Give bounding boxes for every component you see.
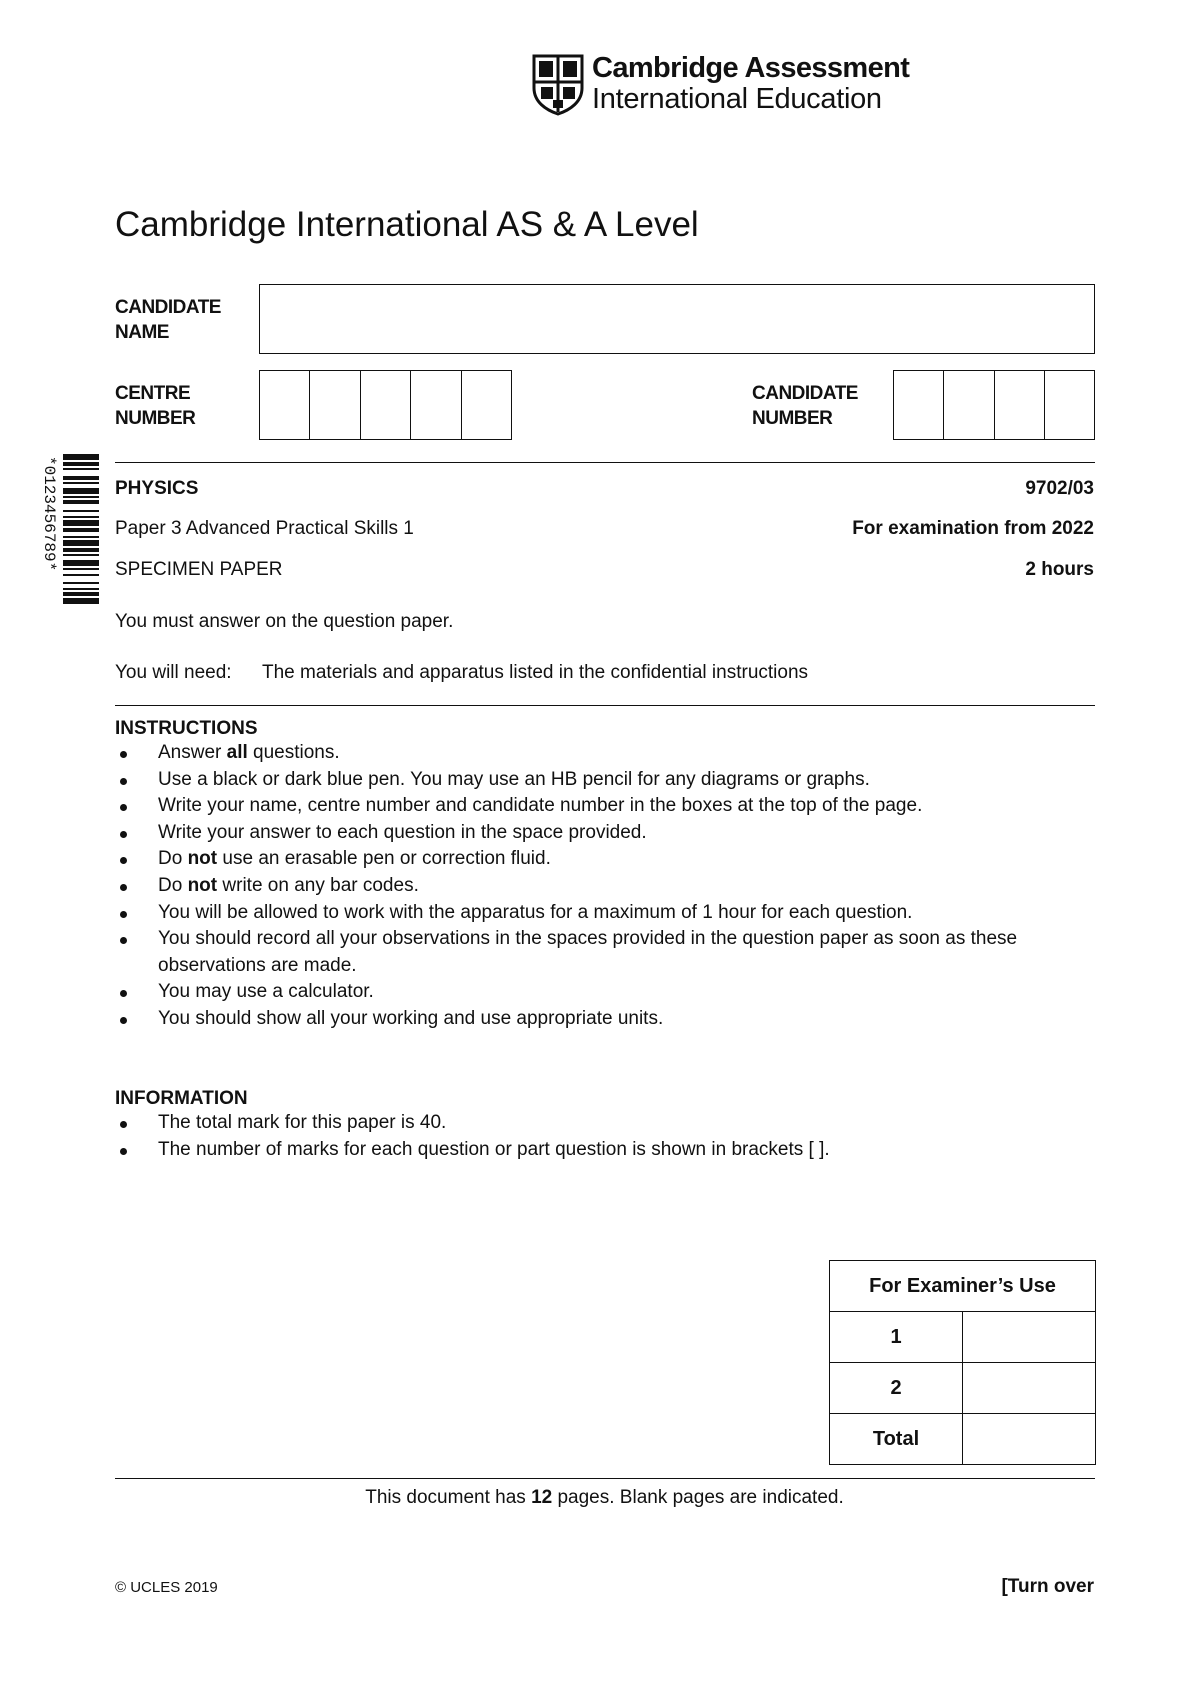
copyright: © UCLES 2019	[115, 1579, 218, 1596]
digit-box[interactable]	[1045, 371, 1094, 439]
list-item: Do not write on any bar codes.	[115, 873, 1100, 900]
barcode-digits: *0123456789*	[40, 456, 58, 572]
paper-code: 9702/03	[1025, 478, 1094, 499]
list-item: You will be allowed to work with the apparatus for a maximum of 1 hour for each question.	[115, 900, 1100, 927]
barcode-bar	[63, 468, 99, 470]
barcode-bar	[63, 496, 99, 498]
instructions-heading: INSTRUCTIONS	[115, 718, 258, 739]
table-row	[830, 1363, 1096, 1414]
centre-number-label: CENTRE NUMBER	[115, 383, 196, 429]
mark-cell[interactable]	[963, 1312, 1096, 1363]
digit-box[interactable]	[411, 371, 461, 439]
barcode-bar	[63, 548, 99, 552]
turn-over: [Turn over	[1001, 1576, 1094, 1597]
page-count-note: This document has 12 pages. Blank pages are indicated.	[365, 1487, 844, 1508]
list-item: Write your name, centre number and candidate number in the boxes at the top of the page.	[115, 793, 1100, 820]
digit-box[interactable]	[995, 371, 1045, 439]
question-number: 2	[830, 1363, 963, 1414]
logo-line-2: International Education	[592, 83, 882, 115]
total-mark-cell[interactable]	[963, 1414, 1096, 1465]
total-label: Total	[830, 1414, 963, 1465]
list-item: Use a black or dark blue pen. You may use an HB pencil for any diagrams or graphs.	[115, 767, 1100, 794]
cambridge-logo	[532, 52, 912, 118]
barcode-bar	[63, 582, 99, 584]
digit-box[interactable]	[361, 371, 411, 439]
list-item: The number of marks for each question or part question is shown in brackets [ ].	[115, 1137, 1100, 1164]
table-row	[830, 1261, 1096, 1312]
answer-note: You must answer on the question paper.	[115, 611, 454, 632]
list-item: You may use a calculator.	[115, 979, 1100, 1006]
barcode-bar	[63, 536, 99, 538]
duration: 2 hours	[1025, 559, 1094, 580]
barcode-bar	[63, 574, 99, 576]
digit-box[interactable]	[310, 371, 360, 439]
barcode-bar	[63, 476, 99, 480]
examiner-table-header: For Examiner’s Use	[830, 1261, 1096, 1312]
information-heading: INFORMATION	[115, 1088, 248, 1109]
barcode-bar	[63, 500, 99, 504]
barcode-bar	[63, 520, 99, 526]
digit-box[interactable]	[260, 371, 310, 439]
need-text: The materials and apparatus listed in the confidential instructions	[262, 662, 809, 683]
list-item: Write your answer to each question in the space provided.	[115, 820, 1100, 847]
information-list	[115, 1110, 1100, 1163]
table-row	[830, 1414, 1096, 1465]
barcode-bar	[63, 592, 99, 596]
barcode-bar	[63, 598, 99, 604]
crest-icon	[532, 54, 584, 116]
barcode-bar	[63, 560, 99, 566]
need-label: You will need:	[115, 662, 232, 683]
page-count: 12	[531, 1487, 553, 1508]
candidate-number-field[interactable]	[893, 370, 1095, 440]
page-title: Cambridge International AS & A Level	[115, 205, 699, 244]
barcode-bar	[63, 510, 99, 512]
barcode-bar	[63, 554, 99, 556]
instructions-list	[115, 740, 1100, 1033]
centre-number-field[interactable]	[259, 370, 512, 440]
candidate-number-label: CANDIDATE NUMBER	[752, 383, 858, 429]
exam-from: For examination from 2022	[852, 518, 1094, 539]
information-section	[115, 1088, 1100, 1163]
digit-box[interactable]	[944, 371, 994, 439]
list-item: The total mark for this paper is 40.	[115, 1110, 1100, 1137]
logo-line-1: Cambridge Assessment	[592, 52, 910, 84]
barcode-bar	[63, 516, 99, 518]
barcode-bar	[63, 568, 99, 570]
question-number: 1	[830, 1312, 963, 1363]
list-item: You should show all your working and use appropriate units.	[115, 1006, 1100, 1033]
barcode-bar	[63, 528, 99, 532]
examiner-use-table	[829, 1260, 1096, 1465]
barcode-bar	[63, 588, 99, 590]
digit-box[interactable]	[894, 371, 944, 439]
divider	[115, 1478, 1095, 1479]
barcode-bar	[63, 488, 99, 494]
candidate-name-field[interactable]	[259, 284, 1095, 354]
list-item: Do not use an erasable pen or correction fluid.	[115, 846, 1100, 873]
barcode-bar	[63, 540, 99, 546]
divider	[115, 705, 1095, 706]
instructions-section	[115, 718, 1100, 1033]
barcode-bar	[63, 482, 99, 484]
list-item: You should record all your observations in the spaces provided in the question paper as soon as these observations are made.	[115, 926, 1100, 979]
divider	[115, 462, 1095, 463]
barcode	[63, 454, 99, 664]
paper-type: SPECIMEN PAPER	[115, 559, 283, 580]
candidate-name-label: CANDIDATE NAME	[115, 297, 221, 343]
barcode-bar	[63, 454, 99, 460]
subject: PHYSICS	[115, 478, 199, 499]
list-item: Answer all questions.	[115, 740, 1100, 767]
table-row	[830, 1312, 1096, 1363]
paper-name: Paper 3 Advanced Practical Skills 1	[115, 518, 414, 539]
mark-cell[interactable]	[963, 1363, 1096, 1414]
digit-box[interactable]	[462, 371, 511, 439]
barcode-bar	[63, 462, 99, 466]
